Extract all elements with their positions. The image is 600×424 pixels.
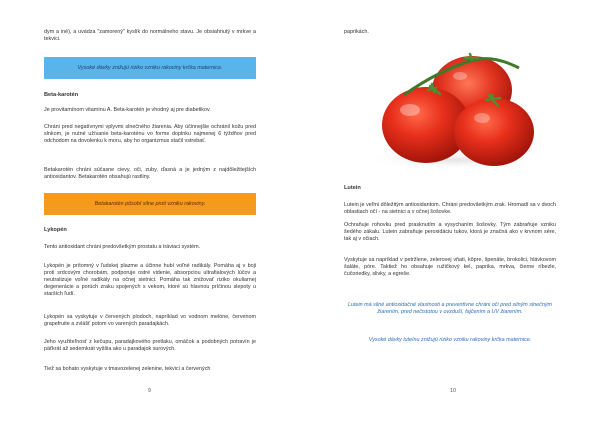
banner-orange-text: Betakarotén pôsobí silne proti vzniku rakoviny. [94,201,206,207]
continued-text: paprikách. [344,29,369,35]
right-page [300,0,600,424]
lycopene-paragraph-1: Tento antioxidant chráni predovšetkým prostatu a tráviaci systém. [44,244,201,250]
lycopene-paragraph-5: Tiež sa bohato vyskytuje v tmavozelenej zelenine, tekvici a červených [44,366,211,372]
beta-paragraph-2: Chráni pred negatívnymi vplyvmi slnečného žiarenia. Aby účinnejšie ochránil kožu pred slnkom, je nutné užívanie beta-karoténu vo forme doplnku najmenej 6 týždňov pred odchodom na dovolenku k moru, aby ho organizmus stačil vstrebať. [44,124,256,145]
lutein-paragraph-2: Ochraňuje rohovku pred prasknutím a vysychaním šošovky. Tým zabraňuje vzniku šedého zákalu. Lutein zabraňuje peroxidáciu tukov, ktorá je značná ako v krvnom sére, tak aj v očiach. [344,222,556,243]
beta-carotene-heading: Beta-karotén [44,92,79,98]
lutein-paragraph-1: Lutein je veľmi dôležitým antioxidantom. Chráni predovšetkým zrak. Hromadí sa v dvoch oblastiach očí - na sietnici a v očnej šošovke. [344,202,556,216]
lutein-note-2: Vysoké dávky luteínu znižujú riziko vzniku rakoviny krčka maternice. [368,337,532,343]
lutein-paragraph-3: Vyskytuje sa napríklad v petržlene, zelerovej vňati, kôpre, špenáte, brokolici, hlávkovom šaláte, póre. Taktiež ho obsahuje ružičkový kel, paprika, mrkva, čierne ríbezle, čučoriedky, slivky, a egreše. [344,257,556,278]
banner-blue-text: Vysoké dávky znižujú riziko vzniku rakoviny krčka maternice. [77,65,223,71]
lycopene-paragraph-3: Lykopén sa vyskytuje v červených plodoch, napríklad vo vodnom melóne, červenom grapefruite a zvlášť potom vo varených paradajkách. [44,314,256,328]
page-number-left: 9 [148,388,151,394]
intro-paragraph: dym a iné), a uvádza "zamorený" kyslík do normálneho stavu. Je obsiahnutý v mrkve a tekvici. [44,29,256,43]
highlight-banner-blue [44,57,256,79]
tomatoes-image [344,40,556,175]
page-number-right: 10 [450,388,456,394]
lycopene-paragraph-2: Lykopén je prítomný v ľudskej plazme a účinne hubí voľné radikály. Pomáha aj v boji proti srdcovým chorobám, podporuje ostré videnie, absorpciou ultrafialových lúčov a neutralizuje voľné radikály na očnej sietnici. Pomáha tak znižovať riziko okuliarnej degenerácie a porúch zraku spojených s vekom, ktoré sú hlavnou príčinou slepoty u starších ľudí. [44,263,256,298]
beta-paragraph-1: Je provitamínom vitamínu A. Beta-karotén je vhodný aj pre diabetikov. [44,107,211,113]
lutein-heading: Lutein [344,185,361,191]
highlight-banner-orange [44,193,256,215]
lutein-note-1: Lutein má silné antioxidačné vlastnosti a preventívne chráni oči pred silným slnečným žiarením, pred nečistotou v ovzduší, fajčením a UV žiarením. [347,302,553,315]
lycopene-heading: Lykopén [44,227,67,233]
beta-paragraph-3: Betakarotén chráni súčasne cievy, oči, zuby, ďasná a je jedným z najdôležitejších antioxidantov. Betakarotén obsahujú rastliny. [44,167,256,181]
lycopene-paragraph-4: Jeho využiteľnosť z kečupu, paradajkového pretlaku, omáčok a podobných potravín je päťkrát až sedemkrát vyššia ako u paradajok surových. [44,339,256,353]
